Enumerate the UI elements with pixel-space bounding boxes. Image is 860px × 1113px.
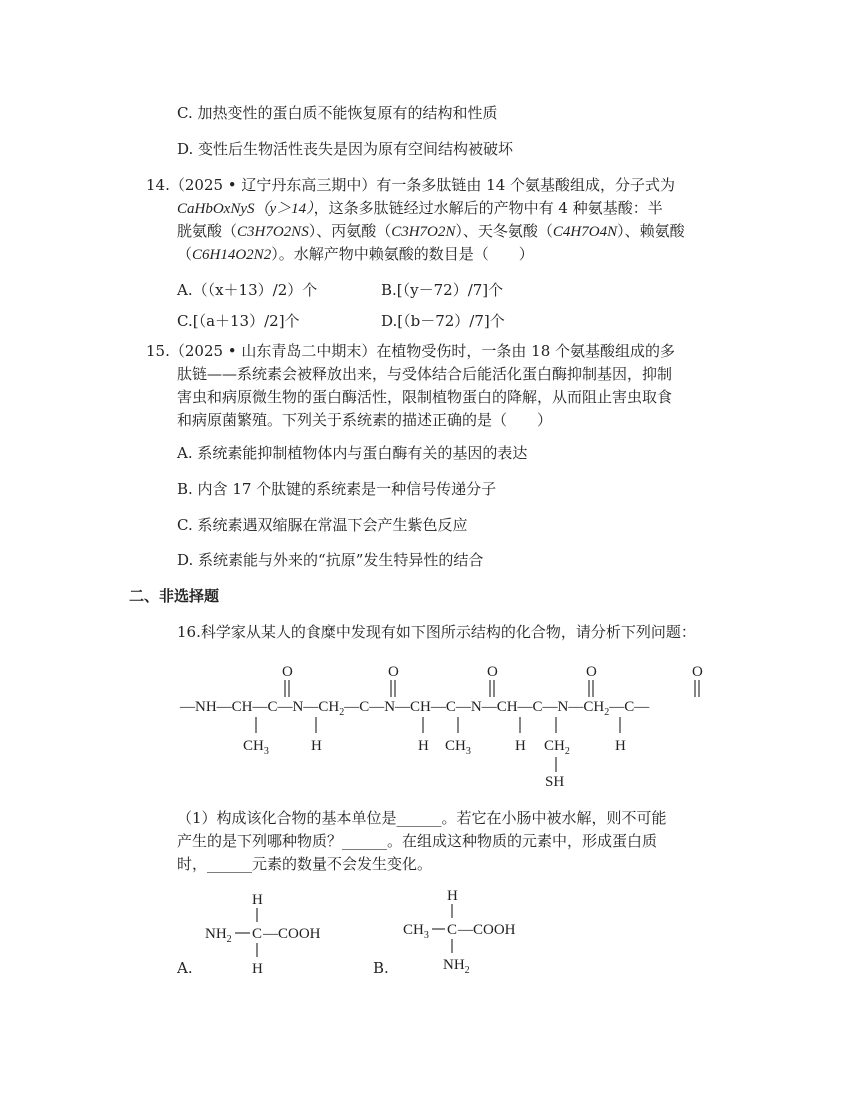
q16-part1-line1: （1）构成该化合物的基本单位是______。若它在小肠中被水解，则不可能 (177, 809, 667, 827)
q15-option-b[interactable]: B. 内含 17 个肽键的系统素是一种信号传递分子 (177, 480, 497, 498)
amide-hydrogen: H (311, 738, 322, 754)
hydrogen: H (252, 961, 263, 977)
q15-option-c[interactable]: C. 系统素遇双缩脲在常温下会产生紫色反应 (177, 516, 468, 534)
q14-text: ）。水解产物中赖氨酸的数目是（ ） (271, 245, 534, 263)
amide-hydrogen: H (418, 738, 429, 754)
formula-lysine: C6H14O2N2 (192, 247, 272, 263)
q16-stem: 16.科学家从某人的食糜中发现有如下图所示结构的化合物，请分析下列问题： (177, 623, 696, 641)
hydrogen: H (447, 888, 458, 904)
carboxyl-group: —COOH (263, 926, 321, 942)
methyl-group: $CH_3$ (243, 738, 269, 757)
q14-stem-line4 (177, 244, 534, 265)
q16-part1-line2: 产生的是下列哪种物质？______。在组成这种物质的元素中，形成蛋白质 (177, 832, 658, 850)
q15-stem-line4: 和病原菌繁殖。下列关于系统素的描述正确的是（ ） (177, 411, 553, 429)
side-groups (243, 717, 626, 790)
formula-cysteine: C3H7O2NS (237, 224, 309, 240)
formula-aspartate: C4H7O4N (552, 224, 618, 240)
q14-option-b[interactable]: B.[（y－72）/7]个 (381, 281, 504, 299)
q14-text: ）、天冬氨酸（ (455, 222, 553, 240)
amide-hydrogen: H (515, 738, 526, 754)
q14-option-a[interactable]: A.（（x＋13）/2）个 (177, 281, 318, 299)
peptide-backbone: $—NH—CH—C—N—CH_2—C—N—CH—C—N—CH—C—N—CH_2—C—$ (180, 699, 650, 718)
carbonyl-oxygen: O (586, 664, 597, 680)
alpha-carbon: C (447, 922, 458, 938)
q15-stem-line3: 害虫和病原微生物的蛋白酶活性，限制植物蛋白的降解，从而阻止害虫取食 (177, 388, 673, 406)
molecule-a-diagram[interactable] (170, 888, 350, 983)
carbonyl-oxygen: O (487, 664, 498, 680)
molecule-a-label[interactable]: A. (177, 959, 193, 977)
q14-option-d[interactable]: D.[（b－72）/7]个 (381, 312, 505, 330)
q15-option-d[interactable]: D. 系统素能与外来的“抗原”发生特异性的结合 (177, 551, 484, 569)
amide-hydrogen: H (615, 738, 626, 754)
q14-text: ）、丙氨酸（ (308, 222, 392, 240)
carbonyl-oxygen: O (388, 664, 399, 680)
section-heading: 二、非选择题 (129, 587, 220, 605)
carboxyl-group: —COOH (458, 922, 516, 938)
q14-text: （ (177, 245, 193, 263)
peptide-structure-diagram (0, 655, 860, 790)
q14-line2-rest: ，这条多肽链经过水解后的产物中有 4 种氨基酸：半 (313, 199, 663, 217)
carbonyl-groups (282, 664, 703, 697)
amino-group: $NH_2$ (443, 957, 470, 976)
q14-stem-line1: 14.（2025 • 辽宁丹东高三期中）有一条多肽链由 14 个氨基酸组成，分子式为 (146, 176, 676, 194)
q14-text: 胱氨酸（ (177, 222, 238, 240)
q13-option-c[interactable]: C. 加热变性的蛋白质不能恢复原有的结构和性质 (177, 104, 498, 122)
q14-formula: CaHbOxNyS（y＞14） (177, 201, 314, 217)
hydrogen: H (252, 892, 263, 908)
q14-stem-line3 (177, 221, 685, 242)
q15-stem-line2: 肽链——系统素会被释放出来，与受体结合后能活化蛋白酶抑制基因，抑制 (177, 365, 673, 383)
carbonyl-oxygen: O (692, 664, 703, 680)
thiol-group: SH (545, 774, 565, 790)
methyl-group: $CH_3$ (403, 922, 429, 941)
formula-alanine: C3H7O2N (391, 224, 456, 240)
amino-group: $NH_2$ (205, 926, 232, 945)
q16-part1-line3: 时，______元素的数量不会发生变化。 (177, 855, 433, 873)
q14-text: ）、赖氨酸 (617, 222, 685, 240)
methyl-group: $CH_3$ (445, 738, 471, 757)
molecule-b-label[interactable]: B. (373, 959, 389, 977)
carbonyl-oxygen: O (282, 664, 293, 680)
q13-option-d[interactable]: D. 变性后生物活性丧失是因为原有空间结构被破坏 (177, 140, 514, 158)
methylene-group: $CH_2$ (544, 738, 570, 757)
q14-option-c[interactable]: C.[（a＋13）/2]个 (177, 312, 300, 330)
q14-stem-line2 (177, 198, 663, 219)
molecule-b-diagram[interactable] (395, 882, 575, 977)
alpha-carbon: C (252, 926, 263, 942)
q15-stem-line1: 15.（2025 • 山东青岛二中期末）在植物受伤时，一条由 18 个氨基酸组成的多 (146, 342, 676, 360)
q15-option-a[interactable]: A. 系统素能抑制植物体内与蛋白酶有关的基因的表达 (177, 444, 528, 462)
